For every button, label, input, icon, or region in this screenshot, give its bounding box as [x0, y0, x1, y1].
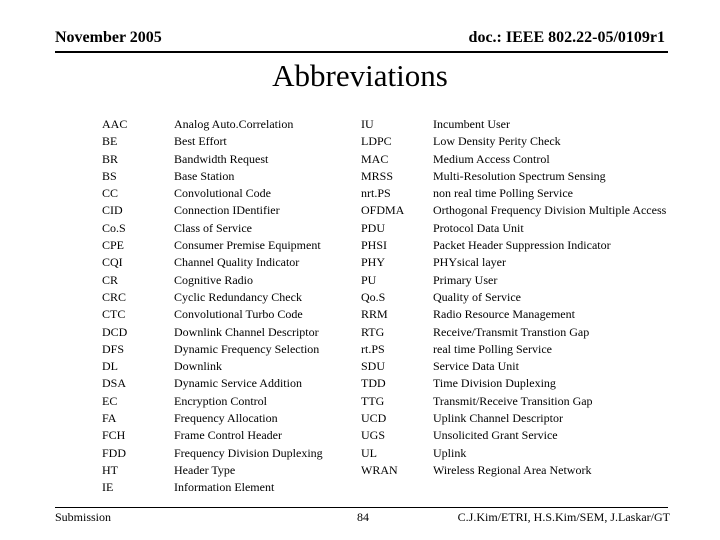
abbreviation-meaning: Frame Control Header — [174, 428, 282, 443]
abbreviation: PU — [361, 272, 377, 287]
abbreviation-meaning: Service Data Unit — [433, 359, 519, 374]
abbreviation: RTG — [361, 324, 385, 339]
abbreviation: TTG — [361, 393, 385, 408]
abbreviation: IU — [361, 117, 374, 131]
abbreviation-meaning: Primary User — [433, 272, 498, 287]
abbreviation-meaning: Receive/Transmit Transtion Gap — [433, 324, 590, 339]
abbreviation: WRAN — [361, 462, 398, 477]
abbreviation: DFS — [102, 341, 125, 356]
abbreviation-meaning: real time Polling Service — [433, 341, 552, 356]
abbreviation: BR — [102, 151, 119, 166]
abbreviation-meaning: Convolutional Code — [174, 186, 271, 201]
abbreviation-meaning: Base Station — [174, 168, 235, 183]
abbreviation: IE — [102, 480, 114, 495]
abbreviation: UCD — [361, 411, 387, 426]
abbreviation-meaning: Frequency Allocation — [174, 411, 278, 426]
abbreviation: PDU — [361, 220, 386, 235]
abbreviation-meaning: Incumbent User — [433, 117, 510, 131]
abbreviation-meaning: Connection IDentifier — [174, 203, 280, 218]
abbreviation: MRSS — [361, 168, 394, 183]
abbreviation-meaning: Medium Access Control — [433, 151, 550, 166]
slide-title: Abbreviations — [272, 58, 448, 93]
abbreviation: CR — [102, 272, 119, 287]
abbreviation-meaning: Radio Resource Management — [433, 307, 575, 322]
abbreviation: DSA — [102, 376, 127, 391]
abbreviation: RRM — [361, 307, 388, 322]
abbreviation: CTC — [102, 307, 126, 322]
abbreviation: CQI — [102, 255, 123, 270]
left-meaning-column — [174, 116, 323, 497]
abbreviation: rt.PS — [361, 341, 385, 356]
abbreviation-meaning: Wireless Regional Area Network — [433, 462, 592, 477]
abbreviation: FDD — [102, 445, 127, 460]
abbreviation: PHSI — [361, 238, 388, 253]
abbreviation: CID — [102, 203, 123, 218]
abbreviation: OFDMA — [361, 203, 405, 218]
abbreviation: Qo.S — [361, 289, 386, 304]
abbreviation-meaning: Convolutional Turbo Code — [174, 307, 303, 322]
abbreviation: EC — [102, 393, 118, 408]
abbreviation: Co.S — [102, 220, 126, 235]
abbreviation: HT — [102, 462, 118, 477]
abbreviation: nrt.PS — [361, 186, 391, 201]
abbreviation-meaning: non real time Polling Service — [433, 186, 573, 201]
right-meaning-column — [433, 116, 666, 479]
abbreviation-meaning: Cognitive Radio — [174, 272, 253, 287]
abbreviation: SDU — [361, 359, 386, 374]
abbreviation-meaning: PHYsical layer — [433, 255, 506, 270]
abbreviation: UL — [361, 445, 377, 460]
left-abbr-column — [102, 116, 127, 497]
abbreviation: CPE — [102, 238, 125, 253]
abbreviation-meaning: Dynamic Frequency Selection — [174, 341, 320, 356]
abbreviation-meaning: Downlink — [174, 359, 222, 374]
abbreviation: AAC — [102, 117, 128, 131]
abbreviation-meaning: Class of Service — [174, 220, 252, 235]
abbreviation-meaning: Consumer Premise Equipment — [174, 238, 321, 253]
abbreviation-meaning: Header Type — [174, 462, 236, 477]
footer-authors: C.J.Kim/ETRI, H.S.Kim/SEM, J.Laskar/GT — [457, 510, 670, 524]
abbreviation-meaning: Uplink Channel Descriptor — [433, 411, 563, 426]
abbreviation-meaning: Best Effort — [174, 134, 227, 149]
abbreviation-meaning: Downlink Channel Descriptor — [174, 324, 319, 339]
abbreviation: BS — [102, 168, 117, 183]
abbreviation-meaning: Low Density Perity Check — [433, 134, 561, 149]
abbreviation-meaning: Channel Quality Indicator — [174, 255, 300, 270]
abbreviation: PHY — [361, 255, 386, 270]
abbreviation: MAC — [361, 151, 389, 166]
abbreviation-meaning: Time Division Duplexing — [433, 376, 556, 391]
abbreviation: TDD — [361, 376, 386, 391]
footer-rule — [55, 507, 668, 508]
header-date: November 2005 — [55, 29, 162, 46]
abbreviation-meaning: Transmit/Receive Transition Gap — [433, 393, 593, 408]
footer-submission: Submission — [55, 510, 112, 524]
abbreviation-meaning: Multi-Resolution Spectrum Sensing — [433, 168, 606, 183]
header-doc-id: doc.: IEEE 802.22-05/0109r1 — [468, 29, 665, 46]
abbreviation-meaning: Encryption Control — [174, 393, 267, 408]
abbreviation-meaning: Unsolicited Grant Service — [433, 428, 558, 443]
abbreviation-meaning: Cyclic Redundancy Check — [174, 289, 302, 304]
abbreviation-meaning: Information Element — [174, 480, 275, 495]
abbreviation-meaning: Dynamic Service Addition — [174, 376, 302, 391]
abbreviation: BE — [102, 134, 118, 149]
abbreviation: DL — [102, 359, 118, 374]
abbreviation-meaning: Protocol Data Unit — [433, 220, 524, 235]
abbreviation-meaning: Uplink — [433, 445, 467, 460]
abbreviation: DCD — [102, 324, 128, 339]
abbreviation: LDPC — [361, 134, 392, 149]
abbreviation: CRC — [102, 289, 127, 304]
abbreviation-meaning: Analog Auto.Correlation — [174, 117, 294, 131]
abbreviation: UGS — [361, 428, 386, 443]
footer-page-number: 84 — [357, 510, 369, 524]
abbreviation-meaning: Frequency Division Duplexing — [174, 445, 323, 460]
abbreviation: CC — [102, 186, 119, 201]
abbreviation-meaning: Packet Header Suppression Indicator — [433, 238, 611, 253]
abbreviation-meaning: Bandwidth Request — [174, 151, 269, 166]
abbreviation: FA — [102, 411, 117, 426]
abbreviation: FCH — [102, 428, 126, 443]
right-abbr-column — [361, 116, 404, 479]
abbreviation-meaning: Quality of Service — [433, 289, 521, 304]
header-rule — [55, 51, 668, 53]
abbreviation-meaning: Orthogonal Frequency Division Multiple Access — [433, 203, 667, 218]
